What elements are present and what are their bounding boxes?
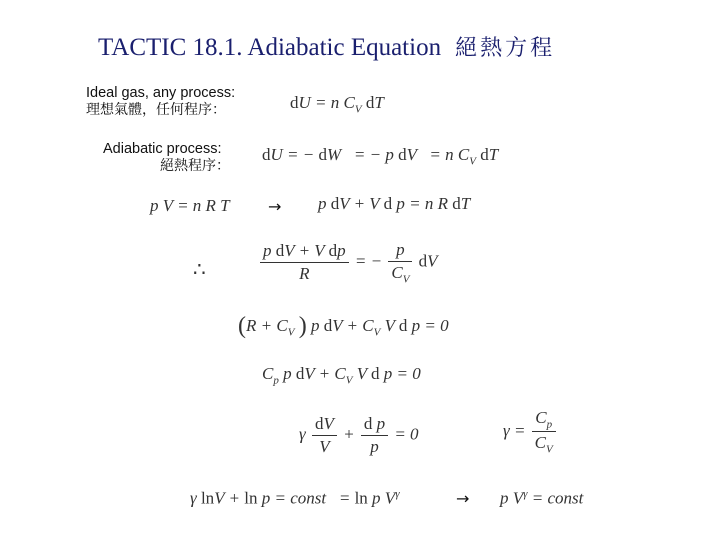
title-text: TACTIC 18.1. Adiabatic Equation — [98, 34, 442, 61]
eq-differential-gas-law: p dV + V d p = n R dT — [318, 194, 471, 213]
eq-adiabatic-result: p $V^\gamma$ = const — [500, 488, 584, 508]
adiabatic-label-en: Adiabatic process: — [103, 141, 222, 157]
implies-arrow-1: → — [268, 197, 282, 216]
adiabatic-label-zh: 絕熱程序： — [160, 158, 230, 174]
eq-log-form: γ lnV + ln p = const = ln p $V^\gamma$ — [190, 488, 400, 508]
eq-therefore-relation: $\frac{\text{p dV + V dp}}{R}$ = − $\frac{p}{C_V}$ dV — [258, 240, 438, 285]
ideal-gas-label-en: Ideal gas, any process: — [86, 85, 236, 101]
eq-gamma-definition: γ = $\frac{C_p}{C_V}$ — [503, 408, 558, 456]
adiabatic-label — [103, 141, 230, 175]
therefore-symbol: ∴ — [193, 259, 206, 281]
eq-adiabatic-first-law: dU = − dW = − p dV = n $C_V$ dT — [262, 145, 499, 168]
ideal-gas-label-zh: 理想氣體，任何程序： — [86, 102, 226, 118]
eq-ideal-gas-law: p V = n R T — [150, 196, 230, 215]
page-title — [98, 31, 658, 62]
title-cjk: 絕熱方程 — [455, 36, 556, 61]
eq-internal-energy: dU = n $C_V$ dT — [290, 93, 384, 116]
implies-arrow-2: → — [456, 489, 470, 508]
eq-combined-r-cv: ($R + C_V$ ) p dV + $C_V$ V d p = 0 — [238, 313, 449, 339]
ideal-gas-label — [86, 85, 235, 119]
eq-gamma-differential: γ $\frac{dV}{V}$ + $\frac{\text{d p}}{p}$ = 0 — [299, 414, 419, 456]
eq-cp-cv: $C_p$ p dV + $C_V$ V d p = 0 — [262, 364, 421, 387]
